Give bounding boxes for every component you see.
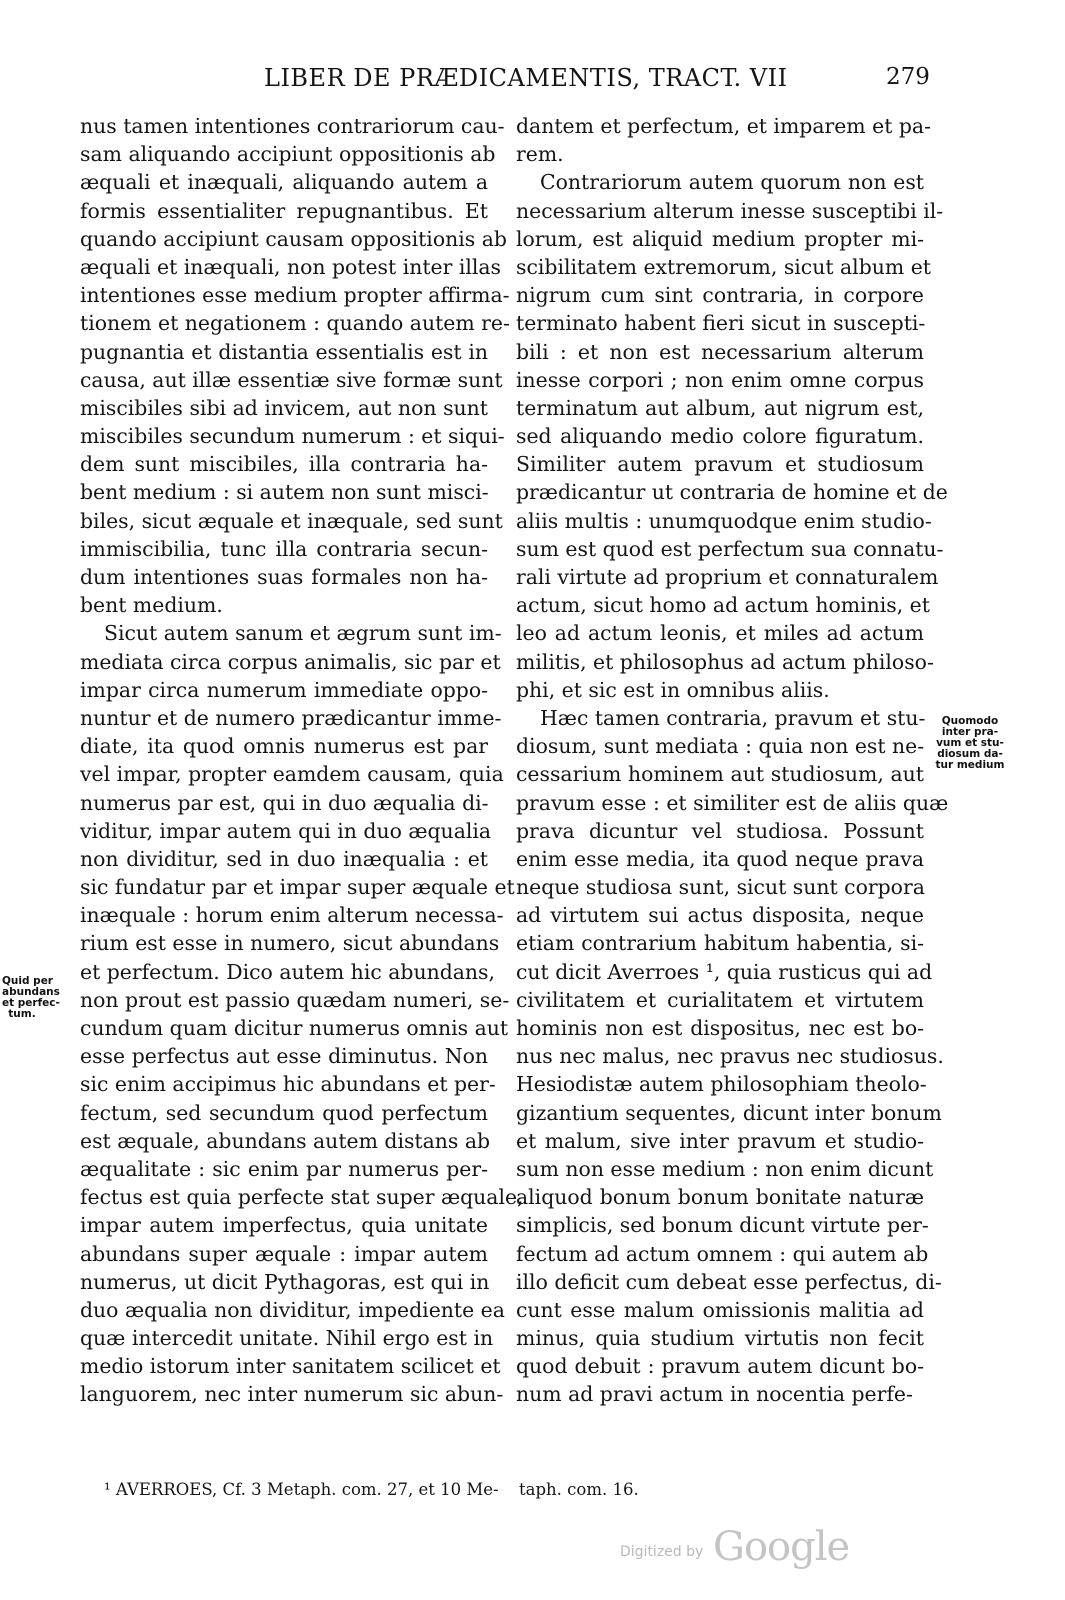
text-line: necessarium alterum inesse susceptibi il- xyxy=(516,198,944,223)
text-line: et malum, sive inter pravum et studio- xyxy=(516,1128,924,1153)
text-line: hominis non est dispositus, nec est bo- xyxy=(516,1016,924,1040)
text-line: Hæc tamen contraria, pravum et stu- xyxy=(540,705,926,730)
text-line: numerus, ut dicit Pythagoras, est qui in xyxy=(80,1269,490,1294)
text-line: dantem et perfectum, et imparem et pa- xyxy=(516,114,931,138)
text-line: impar circa numerum immediate oppo- xyxy=(80,677,488,702)
text-line: cunt esse malum omissionis malitia ad xyxy=(516,1297,924,1322)
text-line: intentiones esse medium propter affirma- xyxy=(80,283,510,308)
text-line: dum intentiones suas formales non ha- xyxy=(80,565,488,589)
text-line: fectum ad actum omnem : qui autem ab xyxy=(516,1241,929,1266)
text-line: prava dicuntur vel studiosa. Possunt xyxy=(516,818,924,843)
text-line: quæ intercedit unitate. Nihil ergo est in xyxy=(80,1326,494,1351)
text-line: biles, sicut æquale et inæquale, sed sunt xyxy=(80,508,503,533)
text-line: sic enim accipimus hic abundans et per- xyxy=(80,1072,496,1097)
text-line: non dividitur, sed in duo inæqualia : et xyxy=(80,846,488,871)
footnote-left: ¹ AVERROES, Cf. 3 Metaph. com. 27, et 10 Me- xyxy=(104,1480,499,1499)
text-line: quando accipiunt causam oppositionis ab xyxy=(80,226,507,251)
text-line: numerus par est, qui in duo æqualia di- xyxy=(80,790,489,815)
text-line: terminato habent fieri sicut in suscepti- xyxy=(516,311,926,336)
text-line: num ad pravi actum in nocentia perfe- xyxy=(516,1382,913,1407)
text-line: nus tamen intentiones contrariorum cau- xyxy=(80,114,505,138)
text-line: Sicut autem sanum et ægrum sunt im- xyxy=(104,621,502,646)
text-line: tionem et negationem : quando autem re- xyxy=(80,311,510,336)
text-line: aliquod bonum bonum bonitate naturæ xyxy=(516,1185,924,1210)
text-line: actum, sicut homo ad actum hominis, et xyxy=(516,593,930,618)
text-line: et perfectum. Dico autem hic abundans, xyxy=(80,959,496,984)
text-line: non prout est passio quædam numeri, se- xyxy=(80,987,510,1012)
text-line: illo deficit cum debeat esse perfectus, di- xyxy=(516,1269,942,1294)
text-line: gizantium sequentes, dicunt inter bonum xyxy=(516,1100,942,1125)
google-logo: Google xyxy=(713,1524,850,1570)
text-line: pugnantia et distantia essentialis est in xyxy=(80,339,488,364)
text-line: etiam contrarium habitum habentia, si- xyxy=(516,931,924,956)
watermark-prefix: Digitized by xyxy=(620,1544,704,1560)
text-line: simplicis, sed bonum dicunt virtute per- xyxy=(516,1213,929,1238)
text-line: terminatum aut album, aut nigrum est, xyxy=(516,395,924,420)
text-line: civilitatem et curialitatem et virtutem xyxy=(516,987,924,1012)
margin-note-line: et perfec- xyxy=(2,997,60,1009)
margin-note-line: Quomodo xyxy=(941,715,999,727)
text-line: est æquale, abundans autem distans ab xyxy=(80,1128,491,1153)
text-line: militis, et philosophus ad actum philoso- xyxy=(516,649,934,674)
margin-note-line: abundans xyxy=(2,986,60,998)
text-line: nuntur et de numero prædicantur imme- xyxy=(80,705,502,730)
text-line: impar autem imperfectus, quia unitate xyxy=(80,1213,488,1238)
text-line: phi, et sic est in omnibus aliis. xyxy=(516,677,830,702)
text-line: pravum esse : et similiter est de aliis quæ xyxy=(516,790,949,815)
text-line: Contrariorum autem quorum non est xyxy=(540,170,924,195)
text-line: abundans super æquale : impar autem xyxy=(80,1241,488,1266)
text-line: vel impar, propter eamdem causam, quia xyxy=(80,762,504,787)
page-header xyxy=(0,64,1065,104)
text-line: aliis multis : unumquodque enim studio- xyxy=(516,508,932,533)
text-line: nus nec malus, nec pravus nec studiosus. xyxy=(516,1044,944,1069)
text-line: sum est quod est perfectum sua connatu- xyxy=(516,536,944,561)
text-line: miscibiles sibi ad invicem, aut non sunt xyxy=(80,395,488,420)
text-line: æquali et inæquali, non potest inter illas xyxy=(80,254,502,279)
footnote-right: taph. com. 16. xyxy=(519,1480,639,1499)
text-line: scibilitatem extremorum, sicut album et xyxy=(516,254,931,279)
page-number: 279 xyxy=(886,64,930,90)
text-line: bili : et non est necessarium alterum xyxy=(516,339,924,364)
text-line: nigrum cum sint contraria, in corpore xyxy=(516,283,924,308)
text-line: languorem, nec inter numerum sic abun- xyxy=(80,1382,504,1407)
text-line: sum non esse medium : non enim dicunt xyxy=(516,1156,934,1181)
running-head: LIBER DE PRÆDICAMENTIS, TRACT. VII xyxy=(264,64,788,92)
text-line: formis essentialiter repugnantibus. Et xyxy=(80,198,488,223)
text-line: cut dicit Averroes ¹, quia rusticus qui ad xyxy=(516,959,933,984)
text-line: miscibiles secundum numerum : et siqui- xyxy=(80,424,505,449)
text-line: rium est esse in numero, sicut abundans xyxy=(80,931,500,956)
text-line: lorum, est aliquid medium propter mi- xyxy=(516,226,924,251)
text-line: esse perfectus aut esse diminutus. Non xyxy=(80,1044,488,1069)
text-line: ad virtutem sui actus disposita, neque xyxy=(516,903,924,928)
text-line: fectum, sed secundum quod perfectum xyxy=(80,1100,488,1125)
text-line: diosum, sunt mediata : quia non est ne- xyxy=(516,734,925,759)
margin-note-right xyxy=(928,716,1012,771)
text-line: neque studiosa sunt, sicut sunt corpora xyxy=(516,875,925,900)
text-line: bent medium : si autem non sunt misci- xyxy=(80,480,489,505)
text-line: medio istorum inter sanitatem scilicet et xyxy=(80,1354,501,1379)
text-line: minus, quia studium virtutis non fecit xyxy=(516,1326,924,1351)
text-line: viditur, impar autem qui in duo æqualia xyxy=(80,818,492,843)
text-line: inæquale : horum enim alterum necessa- xyxy=(80,903,504,928)
margin-note-line: diosum da- xyxy=(937,748,1003,760)
text-line: Similiter autem pravum et studiosum xyxy=(516,452,924,477)
text-line: rali virtute ad proprium et connaturalem xyxy=(516,565,939,589)
text-line: inesse corpori ; non enim omne corpus xyxy=(516,367,924,392)
text-line: diate, ita quod omnis numerus est par xyxy=(80,734,488,759)
margin-note-line: inter pra- xyxy=(941,726,999,738)
text-line: duo æqualia non dividitur, impediente ea xyxy=(80,1297,505,1322)
text-line: cundum quam dicitur numerus omnis aut xyxy=(80,1016,509,1040)
text-line: æqualitate : sic enim par numerus per- xyxy=(80,1156,488,1181)
text-line: æquali et inæquali, aliquando autem a xyxy=(80,170,488,195)
text-line: sam aliquando accipiunt oppositionis ab xyxy=(80,142,496,167)
text-line: enim esse media, ita quod neque prava xyxy=(516,846,924,871)
text-line: cessarium hominem aut studiosum, aut xyxy=(516,762,924,787)
margin-note-line: Quid per xyxy=(2,975,53,987)
text-line: leo ad actum leonis, et miles ad actum xyxy=(516,621,924,646)
text-line: sed aliquando medio colore figuratum. xyxy=(516,424,924,449)
text-line: rem. xyxy=(516,142,564,167)
margin-note-left xyxy=(2,975,60,1020)
right-text-column xyxy=(516,112,949,1409)
margin-note-line: vum et stu- xyxy=(936,737,1004,749)
text-line: immiscibilia, tunc illa contraria secun- xyxy=(80,536,488,561)
margin-note-line: tur medium xyxy=(935,759,1005,771)
margin-note-line: tum. xyxy=(8,1008,36,1020)
text-line: dem sunt miscibiles, illa contraria ha- xyxy=(80,452,488,477)
left-text-column xyxy=(80,112,524,1409)
text-line: Hesiodistæ autem philosophiam theolo- xyxy=(516,1072,927,1097)
text-line: sic fundatur par et impar super æquale et xyxy=(80,875,515,900)
text-line: prædicantur ut contraria de homine et de xyxy=(516,480,948,505)
text-line: mediata circa corpus animalis, sic par et xyxy=(80,649,501,674)
text-line: quod debuit : pravum autem dicunt bo- xyxy=(516,1354,924,1379)
text-line: bent medium. xyxy=(80,593,223,618)
text-line: fectus est quia perfecte stat super æquale, xyxy=(80,1185,524,1210)
text-line: causa, aut illæ essentiæ sive formæ sunt xyxy=(80,367,503,392)
